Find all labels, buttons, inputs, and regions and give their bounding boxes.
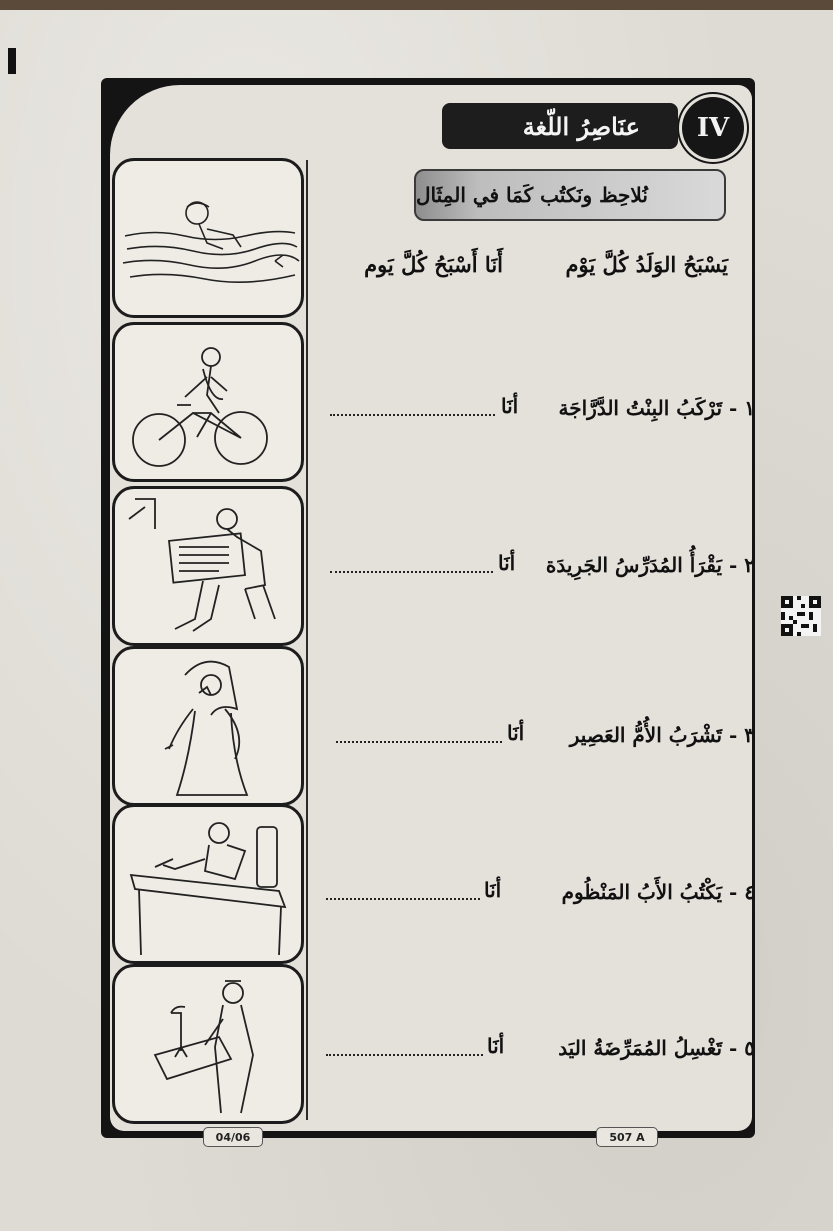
picture-teacher-reading-newspaper	[112, 486, 304, 646]
footer-code-right: 507 A	[596, 1127, 658, 1147]
picture-column-divider	[306, 160, 308, 1120]
picture-boy-swimming	[112, 158, 304, 318]
question-5-answer-line[interactable]	[326, 1052, 483, 1056]
question-5-answer-prefix: أنَا	[487, 1034, 505, 1058]
instruction-banner: نُلاحِظ ونَكتُب كَمَا في المِثَال	[414, 169, 726, 221]
question-2-answer-prefix: أنَا	[498, 551, 516, 575]
question-2-sentence: ٢ - يَقْرَأُ المُدَرِّسُ الجَرِيدَة	[545, 553, 755, 577]
picture-mother-drinking-juice	[112, 646, 304, 806]
question-2-answer-line[interactable]	[330, 569, 493, 573]
question-3-answer-line[interactable]	[336, 739, 502, 743]
page-top-edge	[0, 0, 833, 10]
question-5-sentence: ٥ - تَغْسِلُ المُمَرِّضَةُ اليَد	[558, 1036, 755, 1060]
question-4-answer-prefix: أنَا	[484, 878, 502, 902]
question-1-answer-prefix: أنَا	[501, 394, 519, 418]
binding-mark	[8, 48, 16, 74]
example-sentence: يَسْبَحُ الوَلَدُ كُلَّ يَوْم	[565, 252, 728, 277]
footer-code-left: 04/06	[203, 1127, 263, 1147]
swimming-illustration	[115, 161, 301, 315]
section-number-badge: IV	[682, 97, 744, 159]
question-4-answer-line[interactable]	[326, 896, 480, 900]
question-1-sentence: ١ - تَرْكَبُ البِنْتُ الدَّرَّاجَة	[558, 396, 755, 420]
example-answer: أَنَا أَسْبَحُ كُلَّ يَوم	[364, 252, 503, 277]
picture-nurse-washing-hands	[112, 964, 304, 1124]
question-3-sentence: ٣ - تَشْرَبُ الأُمُّ العَصِير	[569, 723, 755, 747]
question-1-answer-line[interactable]	[330, 412, 495, 416]
picture-girl-riding-bicycle	[112, 322, 304, 482]
question-4-sentence: ٤ - يَكْتُبُ الأَبُ المَنْظُوم	[561, 880, 755, 904]
picture-father-writing-at-desk	[112, 804, 304, 964]
qr-code	[781, 596, 821, 636]
question-3-answer-prefix: أنَا	[507, 721, 525, 745]
section-title: عنَاصِرُ اللّغة	[442, 103, 678, 149]
